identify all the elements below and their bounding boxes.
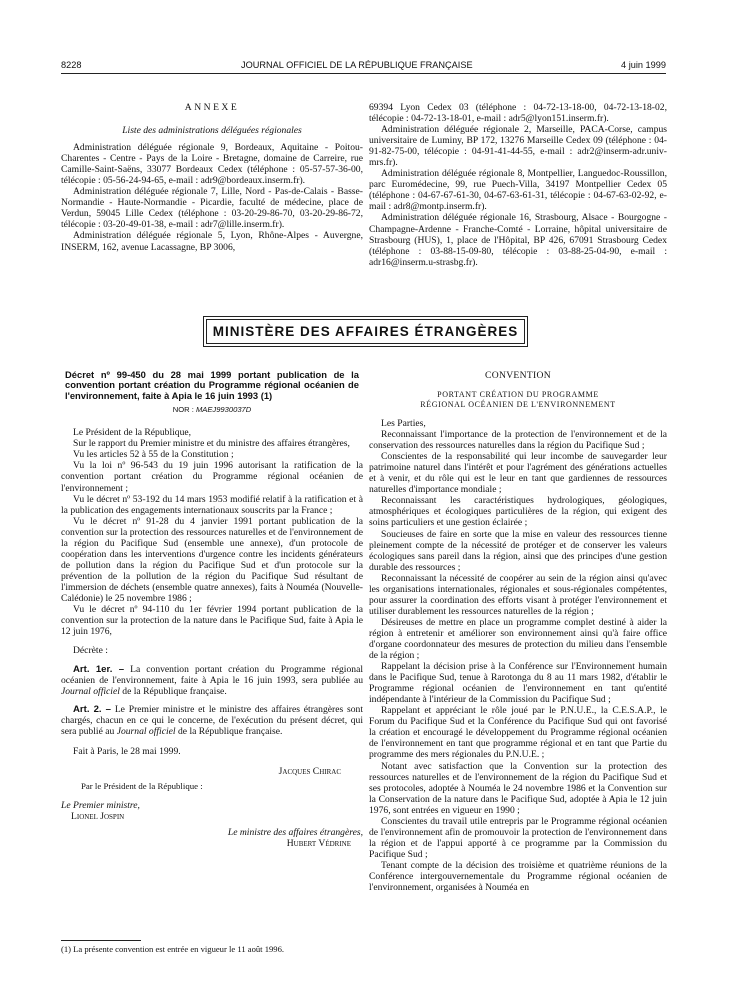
journal-title: JOURNAL OFFICIEL DE LA RÉPUBLIQUE FRANÇAISE	[241, 60, 473, 70]
mae-name: Hubert Védrine	[286, 837, 351, 849]
convention-subheading: RÉGIONAL OCÉANIEN DE L'ENVIRONNEMENT	[420, 400, 616, 410]
decree-paragraph: Vu la loi nº 96-543 du 19 juin 1996 autorisant la ratification de la convention portant création du Programme régional océanien de l'environnement ;	[61, 460, 363, 494]
pm-name: Lionel Jospin	[71, 810, 125, 822]
convention-parties: Les Parties,	[381, 418, 426, 430]
decree-paragraph: Vu le décret nº 53-192 du 14 mars 1953 modifié relatif à la ratification et à la publication des engagements internationaux souscrits par la France ;	[61, 493, 363, 516]
article-2-text-end: de la République française.	[177, 726, 283, 738]
article-1-label: Art. 1er. –	[73, 664, 125, 676]
nor-reference	[61, 404, 363, 415]
decree-paragraph: Vu le décret nº 94-110 du 1er février 1994 portant publication de la convention sur la protection de la nature dans le Pacifique Sud, faite à Apia le 12 juin 1976,	[61, 604, 363, 638]
footnote: (1) La présente convention est entrée en vigueur le 11 août 1996.	[61, 944, 285, 954]
article-1	[61, 664, 363, 697]
article-2-jo: Journal officiel	[116, 726, 176, 738]
convention-paragraph: Reconnaissant l'importance de la protection de l'environnement et de la conservation des ressources naturelles dans la région du Pacifique Sud ;	[369, 429, 667, 452]
annexe-left-column	[61, 102, 363, 253]
decree-title: Décret nº 99-450 du 28 mai 1999 portant publication de la convention portant création du Programme régional océanien de l'environnement, faite à Apia le 16 juin 1993 (1)	[65, 369, 359, 401]
signature-president: Jacques Chirac	[278, 765, 341, 777]
annexe-paragraph: Administration déléguée régionale 5, Lyon, Rhône-Alpes - Auvergne, INSERM, 162, avenue Lacassagne, BP 3006,	[61, 230, 363, 253]
article-2-text: Le Premier ministre et le ministre des affaires étrangères sont chargés, chacun en ce qui le concerne, de l'exécution du présent décret, qui sera publié au	[61, 704, 363, 738]
annexe-title: ANNEXE	[184, 102, 240, 113]
annexe-paragraph: Administration déléguée régionale 7, Lille, Nord - Pas-de-Calais - Basse-Normandie - Haute-Normandie - Picardie, faculté de médecine, place de Verdun, 59045 Lille Cedex (téléphone : 03-20-29-86-70, 03-20-29-86-72, télécopie : 03-20-49-01-38, e-mail : adr7@lille.inserm.fr).	[61, 186, 363, 231]
decrete-line: Décrète :	[73, 645, 108, 657]
decree-paragraph: Sur le rapport du Premier ministre et du ministre des affaires étrangères,	[73, 438, 350, 450]
article-1-text: La convention portant création du Programme régional océanien de l'environnement, faite à Apia le 16 juin 1993, sera publiée au	[61, 664, 363, 687]
nor-value: MAEJ9930037D	[195, 405, 252, 415]
article-2-label: Art. 2. –	[73, 704, 111, 716]
convention-paragraph: Conscientes du travail utile entrepris par le Programme régional océanien de l'environnement afin de promouvoir la protection de l'environnement dans la région et de l'appui apporté à ce programme par la Commission du Pacifique Sud ;	[369, 815, 667, 860]
decree-paragraph: Vu le décret nº 91-28 du 4 janvier 1991 portant publication de la convention sur la protection des ressources naturelles et de l'environnement de la région du Pacifique Sud (ensemble une annexe), d'un protocole de coopération dans les interventions d'urgence contre les incidents générateurs de pollution dans la région du Pacifique Sud et d'un protocole sur la prévention de la pollution de la région du Pacifique Sud résultant de l'immersion de déchets (ensemble quatre annexes), faits à Nouméa (Nouvelle-Calédonie) le 25 novembre 1986 ;	[61, 515, 363, 604]
article-1-text-end: de la République française.	[122, 686, 227, 698]
pm-title: Le Premier ministre,	[61, 799, 140, 811]
convention-paragraph: Rappelant la décision prise à la Conférence sur l'Environnement humain dans le Pacifique Sud, tenue à Rarotonga du 8 au 11 mars 1982, d'établir le Programme régional océanien de l'environnement en tant qu'entité indépendante à l'intérieur de la Commission du Pacifique Sud ;	[369, 661, 667, 706]
footnote-rule	[61, 940, 141, 941]
annexe-paragraph: Administration déléguée régionale 16, Strasbourg, Alsace - Bourgogne - Champagne-Ardenne - Franche-Comté - Lorraine, hôpital universitaire de Strasbourg (HUS), 1, place de l'Hôpital, BP 426, 67091 Strasbourg Cedex (téléphone : 03-88-15-09-80, télécopie : 03-88-25-04-90, e-mail : adr16@inserm.u-strasbg.fr).	[369, 212, 667, 268]
convention-paragraph: Notant avec satisfaction que la Convention sur la protection des ressources naturelles et de l'environnement de la région du Pacifique Sud et ses protocoles, adoptée à Nouméa le 24 novembre 1986 et la Convention sur la Conservation de la nature dans le Pacifique Sud, adoptée à Apia le 12 juin 1976, sont entrées en vigueur en 1990 ;	[369, 760, 667, 816]
convention-heading: CONVENTION	[485, 370, 551, 381]
convention-subheading: PORTANT CRÉATION DU PROGRAMME	[437, 390, 599, 400]
convention-paragraph: Reconnaissant la nécessité de coopérer au sein de la région ainsi qu'avec les organisations internationales, régionales et sous-régionales compétentes, pour assurer la coordination des efforts visant à protéger l'environnement et utiliser durablement les ressources naturelles de la région ;	[369, 572, 667, 617]
header-date: 4 juin 1999	[621, 60, 666, 70]
decree-column	[61, 370, 363, 849]
convention-paragraph: Conscientes de la responsabilité qui leur incombe de sauvegarder leur patrimoine naturel dans l'intérêt et pour l'agrément des générations actuelles et à venir, et du rôle qui est le leur en tant que gardiennes de ressources naturelles d'importance mondiale ;	[369, 451, 667, 496]
convention-paragraph: Soucieuses de faire en sorte que la mise en valeur des ressources tienne pleinement compte de la nécessité de protéger et de conserver les valeurs écologiques sans pareil dans la région, ainsi que des principes d'une gestion durable des ressources ;	[369, 528, 667, 573]
annexe-paragraph: Administration déléguée régionale 2, Marseille, PACA-Corse, campus universitaire de Luminy, BP 172, 13276 Marseille Cedex 09 (téléphone : 04-91-82-75-00, télécopie : 04-91-41-44-55, e-mail : adr2@inserm-adr.univ-mrs.fr).	[369, 124, 667, 169]
mae-title: Le ministre des affaires étrangères,	[227, 826, 363, 838]
annexe-right-column	[369, 102, 667, 268]
convention-paragraph: Tenant compte de la décision des troisième et quatrième réunions de la Conférence intergouvernementale du Programme régional océanien de l'environnement, organisées à Nouméa en	[369, 859, 667, 894]
par-le-president: Par le Président de la République :	[81, 780, 203, 791]
convention-paragraph: Désireuses de mettre en place un programme complet destiné à aider la région à entretenir et améliorer son environnement ainsi qu'à faire office d'organe coordonnateur des mesures de protection du milieu dans l'ensemble de la région ;	[369, 616, 667, 662]
decree-paragraph: Le Président de la République,	[73, 427, 192, 439]
article-2	[61, 704, 363, 737]
header-rule	[61, 73, 666, 74]
ministry-title: MINISTÈRE DES AFFAIRES ÉTRANGÈRES	[206, 319, 525, 344]
annexe-subtitle: Liste des administrations déléguées régionales	[122, 125, 302, 137]
page-header	[61, 60, 666, 72]
done-at: Fait à Paris, le 28 mai 1999.	[73, 746, 181, 758]
convention-paragraph: Rappelant et appréciant le rôle joué par le P.N.U.E., la C.E.S.A.P., le Forum du Pacifique Sud et la Conférence du Pacifique Sud qui ont favorisé la création et encouragé le développement du Programme régional océanien de l'environnement en tant que programme régional et en tant que Partie du programme des mers régionales du P.N.U.E. ;	[369, 705, 667, 761]
article-1-jo: Journal officiel	[61, 686, 120, 698]
annexe-paragraph: Administration déléguée régionale 8, Montpellier, Languedoc-Roussillon, parc Euromédecine, 99, rue Puech-Villa, 34197 Montpellier Cedex 05 (téléphone : 04-67-67-61-30, 04-67-63-61-31, télécopie : 04-67-63-02-92, e-mail : adr8@montp.inserm.fr).	[369, 168, 667, 213]
annexe-paragraph: 69394 Lyon Cedex 03 (téléphone : 04-72-13-18-00, 04-72-13-18-02, télécopie : 04-72-13-18-01, e-mail : adr5@lyon151.inserm.fr).	[369, 102, 667, 125]
decree-paragraph: Vu les articles 52 à 55 de la Constitution ;	[73, 449, 234, 461]
ministry-box	[203, 316, 528, 347]
page-number: 8228	[61, 60, 82, 70]
convention-column	[369, 370, 667, 893]
annexe-paragraph: Administration déléguée régionale 9, Bordeaux, Aquitaine - Poitou-Charentes - Centre - Pays de la Loire - Bretagne, domaine de Carreire, rue Camille-Saint-Saëns, 33077 Bordeaux Cedex (téléphone : 05-57-57-36-00, télécopie : 05-56-24-94-65, e-mail : adr9@bordeaux.inserm.fr).	[61, 142, 363, 187]
nor-label: NOR :	[172, 405, 194, 415]
convention-paragraph: Reconnaissant les caractéristiques hydrologiques, géologiques, atmosphériques et écologiques particulières de la région, qui exigent des soins particuliers et une gestion éclairée ;	[369, 495, 667, 529]
